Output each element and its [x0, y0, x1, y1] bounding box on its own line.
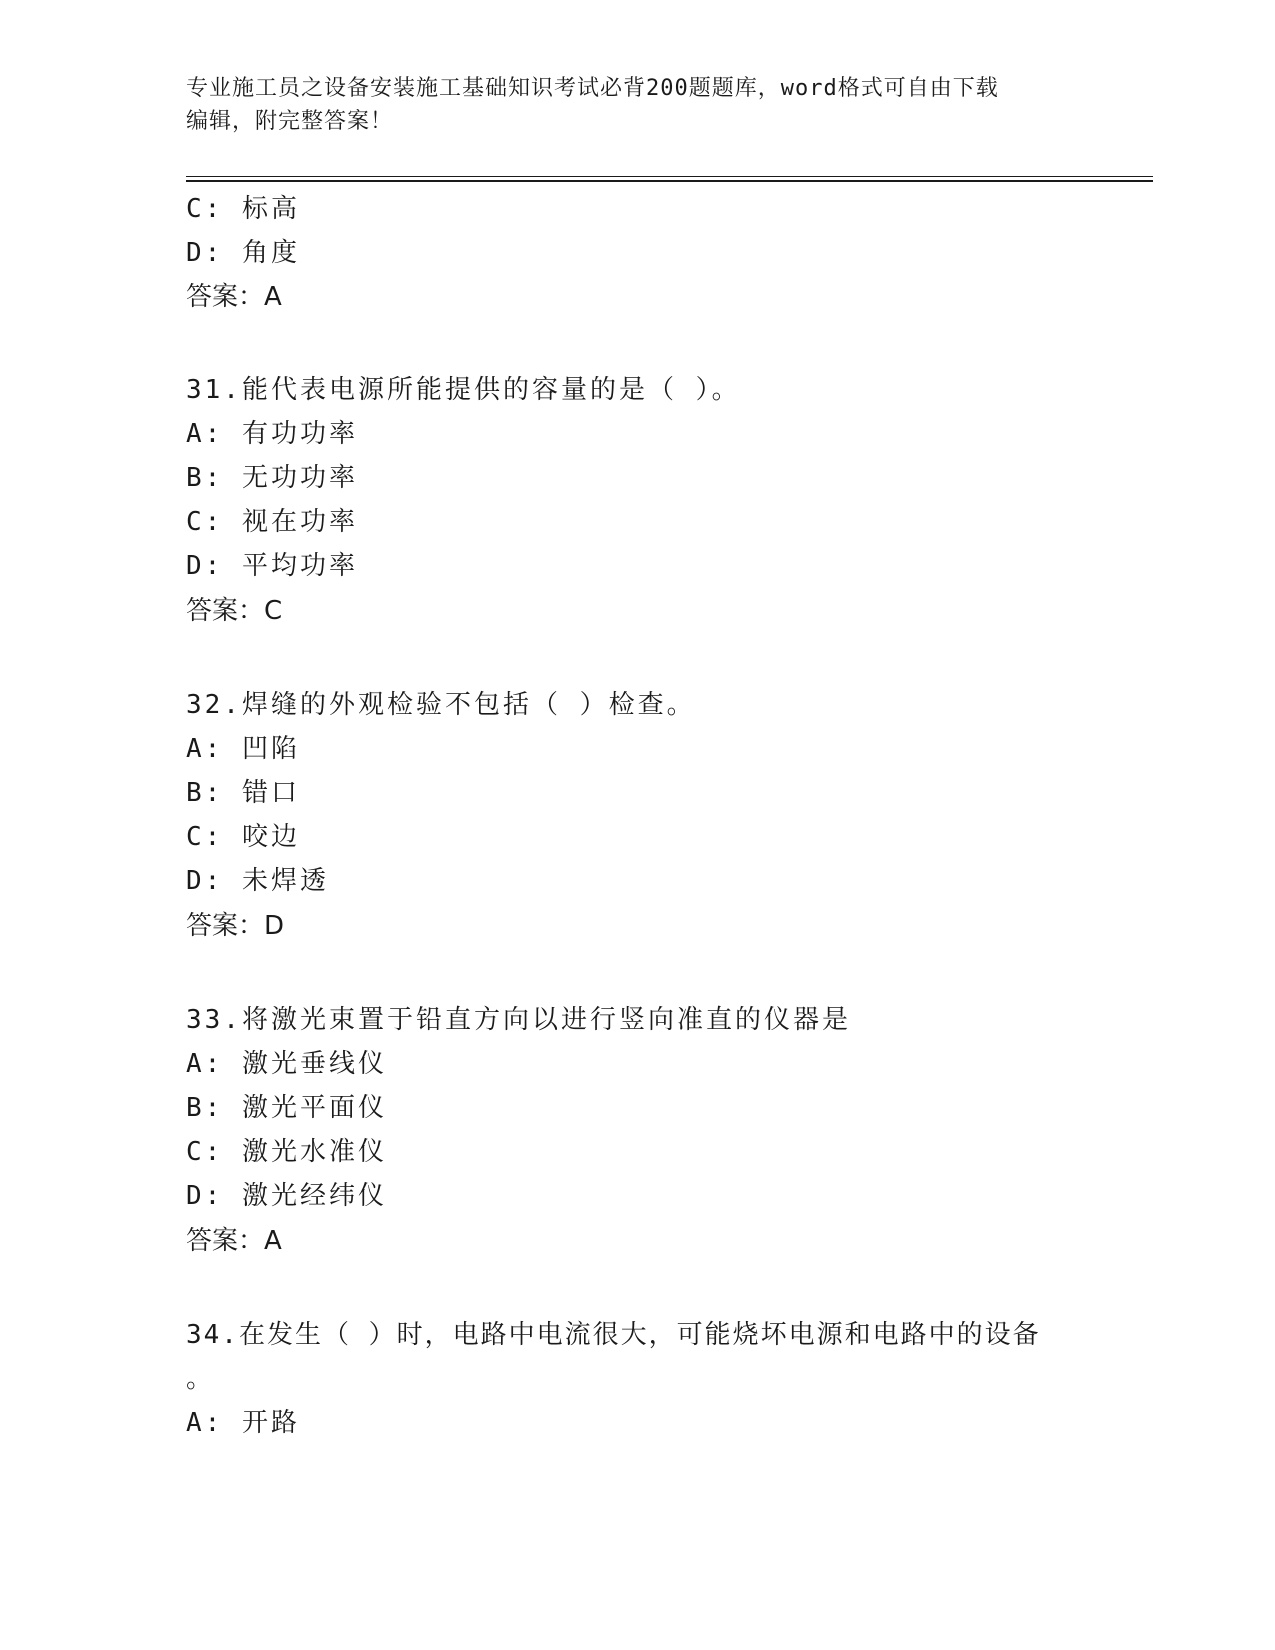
q34-option-a: A: 开路 [186, 1408, 300, 1438]
prev-option-d: D: 角度 [186, 238, 300, 268]
q31-option-a: A: 有功功率 [186, 419, 358, 449]
prev-option-c: C: 标高 [186, 194, 300, 224]
q34-question: 34.在发生（ ）时，电路中电流很大，可能烧坏电源和电路中的设备 [186, 1320, 1041, 1350]
q32-option-b: B: 错口 [186, 778, 300, 808]
q32-option-c: C: 咬边 [186, 822, 300, 852]
q32-answer: 答案：D [186, 911, 285, 941]
q31-option-c: C: 视在功率 [186, 507, 358, 537]
q33-option-d: D: 激光经纬仪 [186, 1181, 387, 1211]
q33-option-c: C: 激光水准仪 [186, 1137, 387, 1167]
header-divider-thick [186, 180, 1153, 182]
q33-option-a: A: 激光垂线仪 [186, 1049, 387, 1079]
q33-question: 33.将激光束置于铅直方向以进行竖向准直的仪器是 [186, 1005, 851, 1035]
prev-answer: 答案：A [186, 282, 282, 312]
header-divider-thin [186, 176, 1153, 177]
q34-question-continuation: 。 [186, 1364, 216, 1394]
q33-option-b: B: 激光平面仪 [186, 1093, 387, 1123]
header-line-1: 专业施工员之设备安装施工基础知识考试必背200题题库，word格式可自由下载 [186, 76, 999, 101]
q31-answer: 答案：C [186, 596, 283, 626]
q31-option-d: D: 平均功率 [186, 551, 358, 581]
q31-question: 31.能代表电源所能提供的容量的是（ ）。 [186, 375, 741, 405]
q32-option-a: A: 凹陷 [186, 734, 300, 764]
q33-answer: 答案：A [186, 1226, 282, 1256]
q31-option-b: B: 无功功率 [186, 463, 358, 493]
header-line-2: 编辑，附完整答案！ [186, 109, 394, 134]
q32-question: 32.焊缝的外观检验不包括（ ）检查。 [186, 690, 696, 720]
document-header [186, 72, 1086, 138]
q32-option-d: D: 未焊透 [186, 866, 329, 896]
